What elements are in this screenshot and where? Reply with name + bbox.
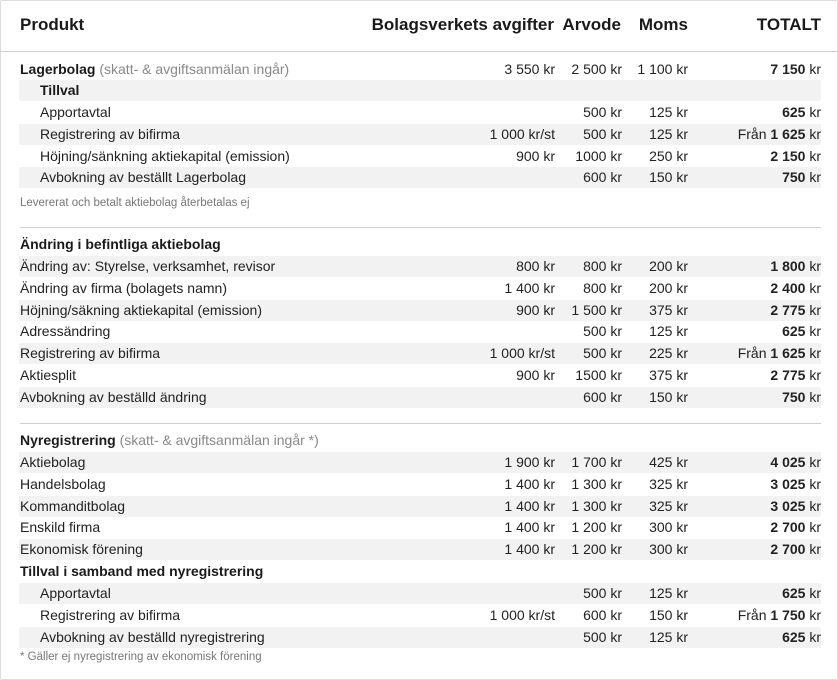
row-arvode: 1 300 kr (571, 475, 622, 492)
nyreg-title-row (19, 430, 821, 451)
table-row (19, 167, 821, 188)
nyreg-title: Nyregistrering (skatt- & avgiftsanmälan ingår *) (20, 432, 319, 448)
table-row (19, 124, 821, 145)
row-total: 2 775 kr (770, 301, 821, 318)
row-total: 625 kr (782, 585, 821, 601)
row-total: 750 kr (782, 388, 821, 405)
lagerbolag-fee: 3 550 kr (504, 61, 555, 77)
row-arvode: 600 kr (583, 388, 622, 405)
table-row (19, 517, 821, 538)
row-arvode: 1 500 kr (571, 301, 622, 318)
row-name: Ändring av: Styrelse, verksamhet, revisor (20, 258, 276, 274)
header-arvode: Arvode (562, 15, 621, 34)
row-name: Avbokning av beställd nyregistrering (40, 628, 265, 645)
row-moms: 250 kr (649, 147, 688, 164)
row-moms: 125 kr (649, 104, 688, 120)
nyreg-tillval-title: Tillval i samband med nyregistrering (20, 563, 264, 579)
nyreg-note: * Gäller ej nyregistrering av ekonomisk förening (20, 651, 262, 663)
row-name: Registrering av bifirma (40, 606, 181, 623)
row-arvode: 1 200 kr (571, 541, 622, 558)
table-row (19, 321, 821, 342)
row-fee: 1 400 kr (504, 497, 555, 514)
row-moms: 200 kr (649, 258, 688, 274)
table-row (19, 365, 821, 386)
row-total: Från 1 625 kr (737, 125, 821, 142)
lagerbolag-note: Levererat och betalt aktiebolag återbetalas ej (20, 197, 250, 209)
row-fee: 1 000 kr/st (489, 606, 555, 623)
andring-title: Ändring i befintliga aktiebolag (20, 236, 221, 252)
row-moms: 150 kr (649, 388, 688, 405)
row-name: Adressändring (20, 323, 111, 340)
lagerbolag-tillval-label: Tillval (40, 82, 80, 98)
row-total: 3 025 kr (770, 497, 821, 514)
table-row (19, 146, 821, 167)
row-moms: 325 kr (649, 475, 688, 492)
row-arvode: 1500 kr (575, 367, 622, 383)
row-name: Enskild firma (20, 519, 101, 536)
row-total: 750 kr (782, 169, 821, 186)
lagerbolag-tillval-row (19, 80, 821, 101)
row-arvode: 1000 kr (575, 147, 622, 164)
header-total: TOTALT (756, 15, 821, 34)
row-total: 625 kr (782, 104, 821, 120)
row-fee: 900 kr (516, 147, 555, 164)
header-moms: Moms (638, 15, 688, 34)
row-name: Höjning/säkning aktiekapital (emission) (20, 301, 263, 318)
nyreg-tillval-title-row (19, 561, 821, 582)
row-total: 2 700 kr (770, 519, 821, 536)
row-name: Apportavtal (40, 585, 111, 601)
lagerbolag-name: Lagerbolag (skatt- & avgiftsanmälan ingår) (20, 61, 290, 77)
row-moms: 425 kr (649, 454, 688, 470)
row-moms: 125 kr (649, 125, 688, 142)
row-total: 2 150 kr (770, 147, 821, 164)
row-fee: 800 kr (516, 258, 555, 274)
row-fee: 900 kr (516, 301, 555, 318)
table-row (19, 343, 821, 364)
row-name: Ändring av firma (bolagets namn) (20, 279, 227, 296)
row-arvode: 1 300 kr (571, 497, 622, 514)
row-moms: 300 kr (649, 519, 688, 536)
row-arvode: 600 kr (583, 606, 622, 623)
lagerbolag-row (19, 59, 821, 80)
lagerbolag-total: 7 150 kr (770, 61, 821, 77)
row-moms: 125 kr (649, 323, 688, 340)
table-row (19, 627, 821, 648)
row-arvode: 500 kr (583, 345, 622, 362)
table-row (19, 474, 821, 495)
row-fee: 900 kr (516, 367, 555, 383)
row-total: 625 kr (782, 323, 821, 340)
row-name: Handelsbolag (20, 475, 106, 492)
table-row (19, 278, 821, 299)
row-total: 2 700 kr (770, 541, 821, 558)
row-moms: 125 kr (649, 585, 688, 601)
row-fee: 1 400 kr (504, 279, 555, 296)
table-row (19, 256, 821, 277)
header-product: Produkt (20, 15, 85, 34)
row-total: 625 kr (782, 628, 821, 645)
row-fee: 1 400 kr (504, 541, 555, 558)
row-name: Aktiesplit (20, 367, 77, 383)
row-arvode: 500 kr (583, 323, 622, 340)
table-row (19, 605, 821, 626)
row-moms: 375 kr (649, 301, 688, 318)
row-name: Apportavtal (40, 104, 111, 120)
row-moms: 225 kr (649, 345, 688, 362)
row-arvode: 600 kr (583, 169, 622, 186)
row-moms: 375 kr (649, 367, 688, 383)
table-row (19, 539, 821, 560)
row-moms: 325 kr (649, 497, 688, 514)
row-total: Från 1 625 kr (737, 345, 821, 362)
row-arvode: 500 kr (583, 628, 622, 645)
row-moms: 150 kr (649, 606, 688, 623)
lagerbolag-moms: 1 100 kr (637, 61, 688, 77)
row-arvode: 1 200 kr (571, 519, 622, 536)
row-name: Aktiebolag (20, 454, 86, 470)
row-moms: 300 kr (649, 541, 688, 558)
row-name: Registrering av bifirma (20, 345, 161, 362)
table-row (19, 583, 821, 604)
row-fee: 1 900 kr (504, 454, 555, 470)
row-name: Avbokning av beställd ändring (20, 388, 207, 405)
row-fee: 1 000 kr/st (489, 345, 555, 362)
table-row (19, 102, 821, 123)
row-total: 4 025 kr (770, 454, 821, 470)
row-name: Avbokning av beställt Lagerbolag (40, 169, 247, 186)
row-name: Höjning/sänkning aktiekapital (emission) (40, 147, 290, 164)
table-row (19, 452, 821, 473)
row-total: 2 400 kr (770, 279, 821, 296)
row-arvode: 1 700 kr (571, 454, 622, 470)
row-name: Ekonomisk förening (20, 541, 143, 558)
row-moms: 150 kr (649, 169, 688, 186)
row-arvode: 500 kr (583, 104, 622, 120)
header-fee: Bolagsverkets avgifter (371, 15, 554, 34)
row-moms: 125 kr (649, 628, 688, 645)
row-fee: 1 400 kr (504, 519, 555, 536)
row-moms: 200 kr (649, 279, 688, 296)
row-total: Från 1 750 kr (737, 606, 821, 623)
row-total: 1 800 kr (770, 258, 821, 274)
row-name: Kommanditbolag (20, 497, 126, 514)
section-divider (20, 423, 821, 424)
table-row (19, 300, 821, 321)
lagerbolag-arvode: 2 500 kr (571, 61, 622, 77)
row-arvode: 500 kr (583, 585, 622, 601)
row-arvode: 500 kr (583, 125, 622, 142)
row-total: 2 775 kr (770, 367, 821, 383)
andring-title-row (19, 234, 821, 255)
row-arvode: 800 kr (583, 279, 622, 296)
section-divider (20, 227, 821, 228)
row-arvode: 800 kr (583, 258, 622, 274)
row-fee: 1 400 kr (504, 475, 555, 492)
row-total: 3 025 kr (770, 475, 821, 492)
table-header (0, 0, 838, 52)
table-row (19, 496, 821, 517)
row-name: Registrering av bifirma (40, 125, 181, 142)
table-row (19, 387, 821, 408)
row-fee: 1 000 kr/st (489, 125, 555, 142)
